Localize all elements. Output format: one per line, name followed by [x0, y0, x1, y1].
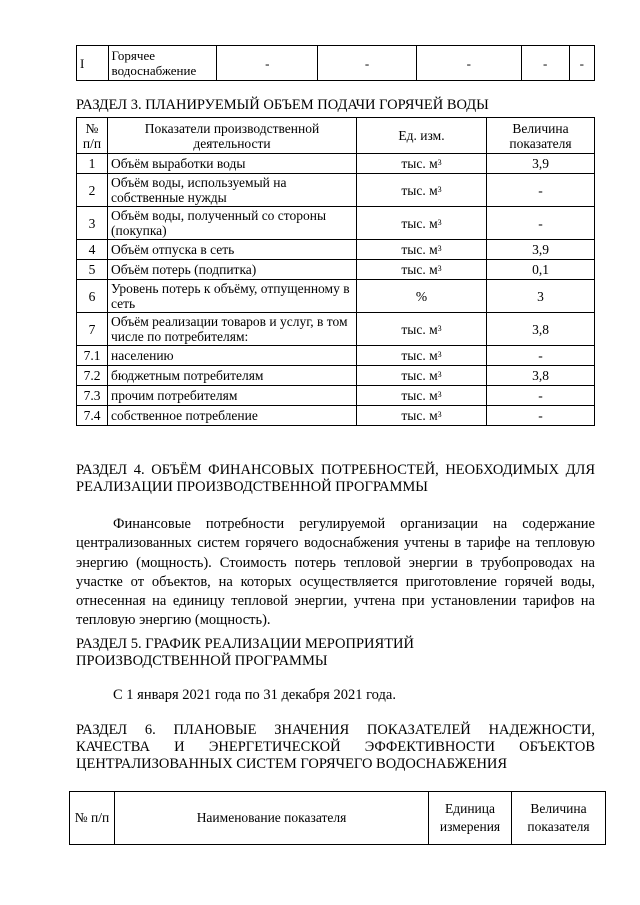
row-number	[77, 386, 108, 406]
section5-text: С 1 января 2021 года по 31 декабря 2021 года.	[113, 687, 396, 703]
row-value	[487, 154, 595, 174]
row-value	[487, 313, 595, 346]
unit-superscript: 3	[437, 410, 442, 419]
row-number-text: 7	[88, 321, 96, 337]
table-row	[77, 46, 595, 81]
table-row	[77, 386, 595, 406]
row-indicator-text: населению	[111, 348, 174, 363]
row-value-text: 3,9	[532, 242, 549, 257]
table-row	[77, 207, 595, 240]
row-indicator	[108, 260, 357, 280]
row-indicator-text: Уровень потерь к объёму, отпущенному в сеть	[111, 281, 350, 311]
row-indicator-text: Объём воды, используемый на собственные нужды	[111, 175, 287, 205]
cell-value: -	[416, 46, 521, 81]
row-indicator-text: Объём потерь (подпитка)	[111, 262, 257, 277]
section4-text: Финансовые потребности регулируемой организации на содержание централизованных систем горячего водоснабжения учтены в тарифе на тепловую энергию (мощность). Стоимость потерь тепловой энергии в трубопроводах на участке от объектов, на которых осуществляется приготовление горячей воды, отнесенная на единицу тепловой энергии, учтена при установлении тарифов на тепловую энергию (мощность).	[76, 516, 595, 629]
row-value-text: -	[538, 215, 543, 231]
row-unit	[357, 366, 487, 386]
table-header-row	[70, 792, 606, 845]
row-indicator	[108, 386, 357, 406]
row-unit	[357, 406, 487, 426]
row-value	[487, 406, 595, 426]
section5-title: РАЗДЕЛ 5. ГРАФИК РЕАЛИЗАЦИИ МЕРОПРИЯТИЙ ПРОИЗВОДСТВЕННОЙ ПРОГРАММЫ	[76, 636, 415, 669]
unit-superscript: 3	[437, 264, 442, 273]
row-unit-text: тыс. м	[401, 368, 438, 383]
row-value-text: 3,9	[532, 156, 549, 171]
row-value	[487, 207, 595, 240]
row-number-text: 7.3	[83, 388, 101, 403]
row-value	[487, 260, 595, 280]
row-number: I	[77, 46, 109, 81]
row-number	[77, 154, 108, 174]
row-indicator	[108, 240, 357, 260]
header-value: Величина показателя	[487, 118, 595, 154]
table-row	[77, 366, 595, 386]
header-name: Наименование показателя	[115, 792, 429, 845]
row-unit	[357, 240, 487, 260]
unit-superscript: 3	[437, 390, 442, 399]
row-value-text: -	[538, 348, 543, 363]
row-unit	[357, 260, 487, 280]
row-number	[77, 207, 108, 240]
row-indicator	[108, 154, 357, 174]
row-number	[77, 366, 108, 386]
section3-rows	[77, 154, 595, 426]
row-unit	[357, 346, 487, 366]
header-value: Величина показателя	[512, 792, 606, 845]
row-value-text: -	[538, 408, 543, 423]
row-unit	[357, 386, 487, 406]
row-number-text: 5	[88, 262, 96, 277]
row-indicator	[108, 313, 357, 346]
row-value	[487, 280, 595, 313]
row-unit-text: тыс. м	[401, 242, 438, 257]
cell-value: -	[521, 46, 569, 81]
row-unit-text: тыс. м	[401, 408, 438, 423]
row-value	[487, 240, 595, 260]
row-indicator-text: прочим потребителям	[111, 388, 238, 403]
table-row	[77, 240, 595, 260]
row-unit-text: тыс. м	[401, 321, 438, 337]
table-row	[77, 406, 595, 426]
section3-table	[76, 117, 595, 426]
cell-value: -	[318, 46, 417, 81]
row-unit	[357, 154, 487, 174]
row-number-text: 4	[88, 242, 96, 257]
row-unit-text: %	[415, 288, 428, 304]
row-unit-text: тыс. м	[401, 215, 438, 231]
unit-superscript: 3	[437, 323, 442, 333]
unit-superscript: 3	[437, 184, 442, 194]
table-row	[77, 346, 595, 366]
row-name: Горячее водоснабжение	[108, 46, 217, 81]
table-row	[77, 154, 595, 174]
top-table	[76, 45, 595, 81]
row-indicator	[108, 174, 357, 207]
row-number	[77, 280, 108, 313]
row-number	[77, 260, 108, 280]
row-unit-text: тыс. м	[401, 388, 438, 403]
row-number-text: 3	[88, 215, 96, 231]
row-value-text: 3,8	[532, 321, 549, 337]
row-indicator	[108, 207, 357, 240]
row-number	[77, 313, 108, 346]
header-unit: Единица измерения	[429, 792, 512, 845]
row-unit-text: тыс. м	[401, 156, 438, 171]
table-row	[77, 174, 595, 207]
row-unit	[357, 174, 487, 207]
row-number	[77, 346, 108, 366]
table-header-row	[77, 118, 595, 154]
row-number-text: 1	[88, 156, 96, 171]
unit-superscript: 3	[437, 217, 442, 227]
header-num: № п/п	[77, 118, 108, 154]
row-indicator-text: Объём воды, полученный со стороны (покупка)	[111, 208, 327, 238]
table-row	[77, 280, 595, 313]
cell-value: -	[569, 46, 594, 81]
row-value	[487, 346, 595, 366]
row-indicator-text: собственное потребление	[111, 408, 258, 423]
section3-title: РАЗДЕЛ 3. ПЛАНИРУЕМЫЙ ОБЪЕМ ПОДАЧИ ГОРЯЧЕЙ ВОДЫ	[76, 97, 489, 113]
row-value-text: -	[538, 388, 543, 403]
row-indicator-text: Объём выработки воды	[111, 156, 246, 171]
row-unit	[357, 313, 487, 346]
row-value	[487, 174, 595, 207]
row-value	[487, 386, 595, 406]
unit-superscript: 3	[437, 370, 442, 379]
unit-superscript: 3	[437, 350, 442, 359]
row-number	[77, 240, 108, 260]
header-unit: Ед. изм.	[357, 118, 487, 154]
section6-title: РАЗДЕЛ 6. ПЛАНОВЫЕ ЗНАЧЕНИЯ ПОКАЗАТЕЛЕЙ НАДЕЖНОСТИ, КАЧЕСТВА И ЭНЕРГЕТИЧЕСКОЙ ЭФФЕКТИВНОСТИ ОБЪЕКТОВ ЦЕНТРАЛИЗОВАННЫХ СИСТЕМ ГОРЯЧЕГО ВОДОСНАБЖЕНИЯ	[76, 722, 595, 772]
table-row	[77, 260, 595, 280]
section4-title: РАЗДЕЛ 4. ОБЪЁМ ФИНАНСОВЫХ ПОТРЕБНОСТЕЙ, НЕОБХОДИМЫХ ДЛЯ РЕАЛИЗАЦИИ ПРОИЗВОДСТВЕННОЙ ПРОГРАММЫ	[76, 462, 595, 495]
header-num: № п/п	[70, 792, 115, 845]
row-number-text: 7.2	[83, 368, 101, 383]
row-unit-text: тыс. м	[401, 182, 438, 198]
unit-superscript: 3	[437, 158, 442, 167]
row-indicator-text: Объём реализации товаров и услуг, в том числе по потребителям:	[111, 314, 348, 344]
row-value-text: 3	[537, 288, 544, 304]
row-indicator	[108, 366, 357, 386]
row-unit	[357, 207, 487, 240]
row-unit-text: тыс. м	[401, 348, 438, 363]
row-number-text: 2	[88, 182, 96, 198]
row-value-text: -	[538, 182, 543, 198]
row-number-text: 7.1	[83, 348, 101, 363]
row-value-text: 3,8	[532, 368, 549, 383]
row-number-text: 7.4	[83, 408, 101, 423]
row-indicator-text: бюджетным потребителям	[111, 368, 264, 383]
row-indicator	[108, 406, 357, 426]
header-indicator: Показатели производственной деятельности	[108, 118, 357, 154]
row-value	[487, 366, 595, 386]
cell-value: -	[217, 46, 318, 81]
row-unit	[357, 280, 487, 313]
row-number	[77, 406, 108, 426]
row-unit-text: тыс. м	[401, 262, 438, 277]
row-value-text: 0,1	[532, 262, 549, 277]
unit-superscript: 3	[437, 244, 442, 253]
row-indicator	[108, 346, 357, 366]
row-indicator	[108, 280, 357, 313]
section6-table	[69, 791, 606, 845]
table-row	[77, 313, 595, 346]
row-number-text: 6	[88, 288, 96, 304]
row-indicator-text: Объём отпуска в сеть	[111, 242, 235, 257]
row-number	[77, 174, 108, 207]
